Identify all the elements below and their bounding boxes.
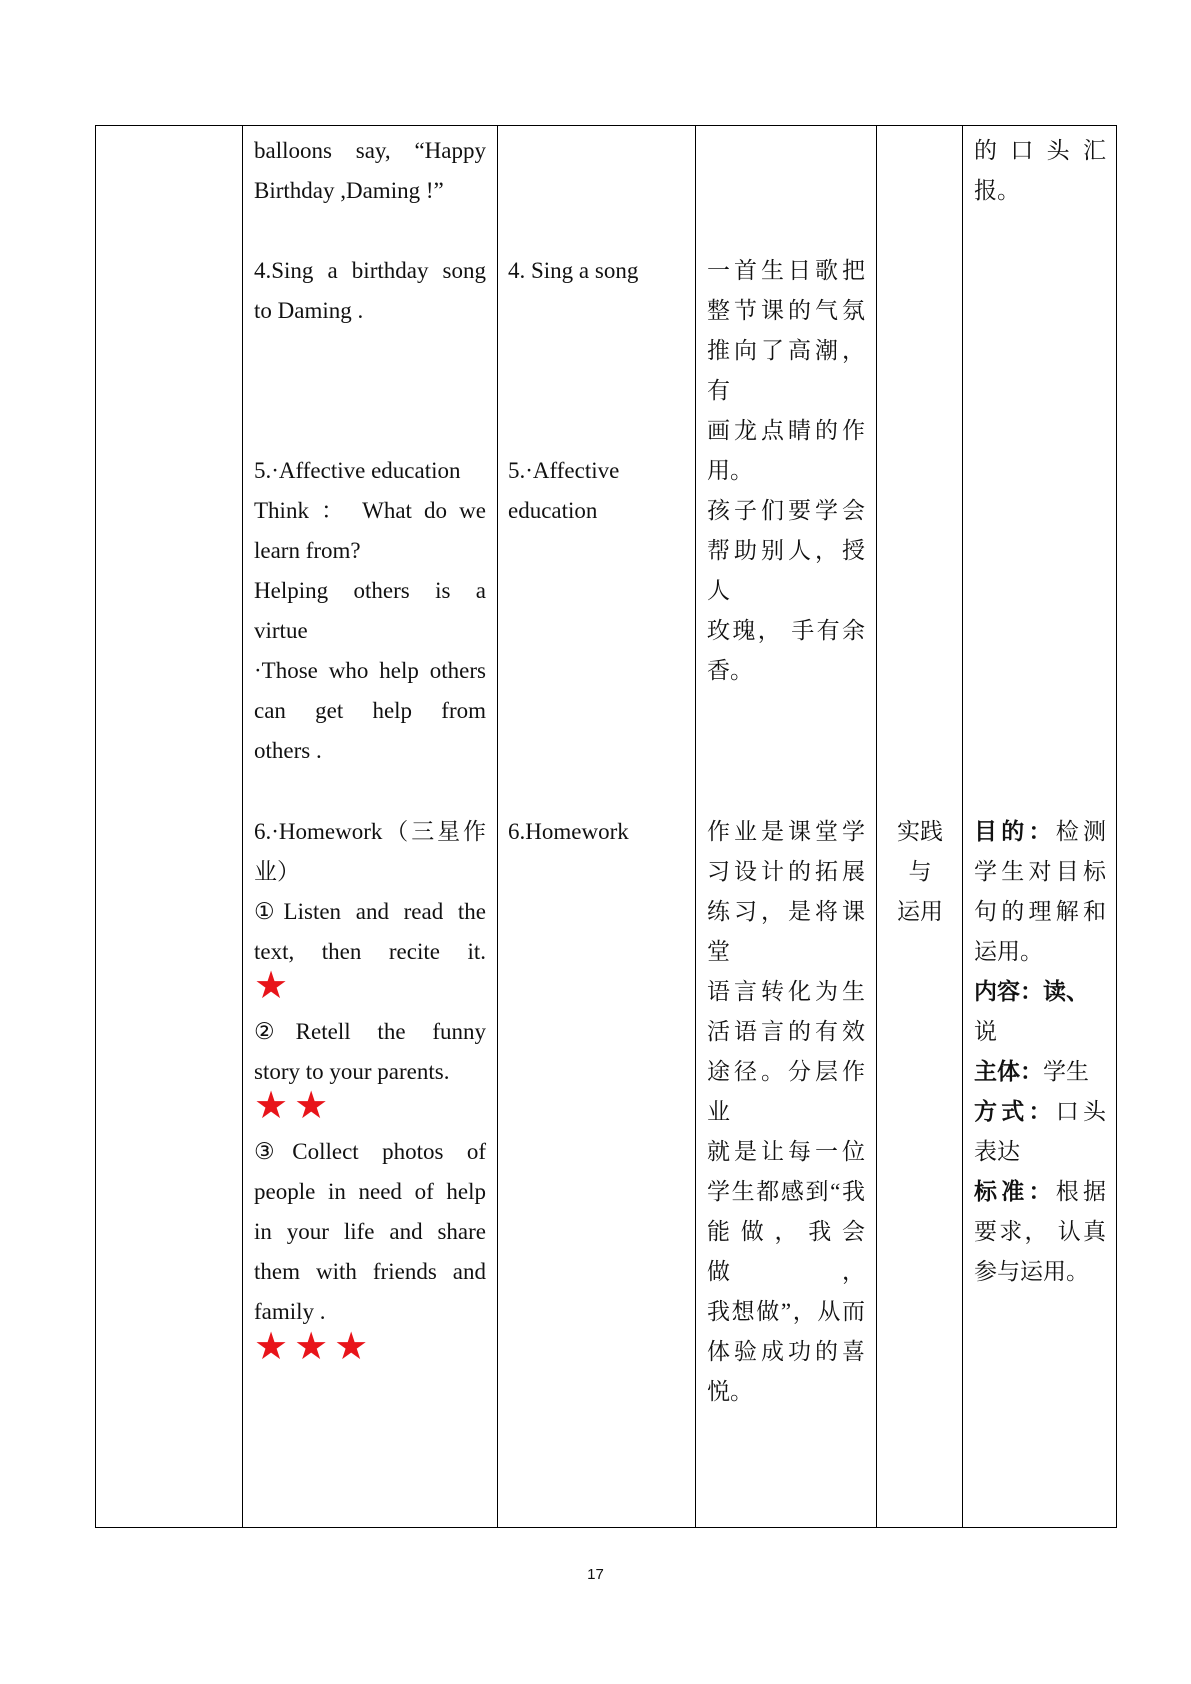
those-line-1: ·Those who help others [254,658,486,683]
homework-2-line-2: story to your parents. [254,1059,450,1084]
homework-1-line-2: text, then recite it. [254,939,486,964]
intent-hw-line-7: 就是让每一位 [707,1139,865,1164]
standard-line-3: 参与运用。 [974,1259,1089,1284]
homework-item-1 [254,892,486,972]
homework-line-1: 6.·Homework（三星作 [254,819,486,844]
phase-line-1: 实践 [897,819,943,844]
intent-song-line-4: 画龙点睛的作 [707,418,865,443]
intent-hw-line-8: 学生都感到“我 [707,1179,865,1204]
sing-line-2: to Daming . [254,298,364,323]
helping-line-1: Helping others is a [254,578,486,603]
those-line-2: can get help from [254,698,486,723]
intent-hw-line-2: 习设计的拓展 [707,859,865,884]
intent-hw-line-4: 语言转化为生 [707,979,865,1004]
homework-1-line-1: ①Listen and read the [254,899,486,924]
intent-hw-line-9: 能做，我会做， [707,1219,865,1284]
purpose-line-4: 运用。 [974,939,1043,964]
intent-help-line-1: 孩子们要学会 [707,498,865,523]
standard-value: 根据 [1055,1179,1106,1204]
intent-hw-line-6: 途径。分层作业 [707,1059,865,1124]
stage-affective-line-1: 5.·Affective [508,458,620,483]
three-star-rating: ★★★ [254,1324,375,1368]
col-border-3 [695,125,696,1528]
helping-line-2: virtue [254,618,308,643]
assessment-top-line-1: 的 口 头 汇 [974,138,1106,163]
homework-3-line-3: in your life and share [254,1219,486,1244]
homework-3-line-4: them with friends and [254,1259,486,1284]
homework-title [254,812,486,892]
intent-homework [707,812,865,1412]
balloons-text [254,131,486,211]
sing-activity [254,251,486,331]
intent-hw-line-5: 活语言的有效 [707,1019,865,1044]
col-border-1 [242,125,243,1528]
homework-3-line-2: people in need of help [254,1179,486,1204]
purpose-label: 目的： [974,819,1056,844]
intent-hw-line-3: 练习，是将课堂 [707,899,865,964]
standard-label: 标准： [974,1179,1056,1204]
method-value: 口头 [1055,1099,1106,1124]
homework-2-line-1: ②Retell the funny [254,1019,486,1044]
intent-hw-line-1: 作业是课堂学 [707,819,865,844]
method-line [974,1092,1106,1132]
intent-help-line-3: 玫瑰， 手有余 [707,618,865,643]
subject-label: 主体： [974,1059,1043,1084]
intent-song-line-3: 推向了高潮，有 [707,338,865,403]
subject-value: 学生 [1043,1059,1089,1084]
intent-song [707,251,865,491]
homework-line-2: 业） [254,859,300,884]
homework-item-2 [254,1012,486,1092]
col-border-5 [962,125,963,1528]
intent-help-line-4: 香。 [707,658,753,683]
table-top-border [95,125,1117,126]
those-line-3: others . [254,738,322,763]
balloons-line-2: Birthday ,Daming !” [254,178,444,203]
sing-line-1: 4.Sing a birthday song [254,258,486,283]
affective-title: 5.·Affective education [254,458,461,483]
method-line-2: 表达 [974,1139,1020,1164]
intent-song-line-2: 整节课的气氛 [707,298,865,323]
intent-song-line-5: 用。 [707,458,753,483]
stage-sing: 4. Sing a song [508,258,639,283]
col-border-2 [497,125,498,1528]
homework-item-3 [254,1132,486,1332]
intent-hw-line-10: 我想做”，从而 [707,1299,865,1324]
phase-practice-apply [888,812,952,932]
method-label: 方式： [974,1099,1056,1124]
phase-line-2: 与 [908,859,932,884]
phase-line-3: 运用 [897,899,943,924]
intent-hw-line-12: 悦。 [707,1379,753,1404]
page-number: 17 [587,1566,604,1583]
homework-3-line-1: ③Collect photos of [254,1139,486,1164]
col-border-4 [876,125,877,1528]
homework-3-line-5: family . [254,1299,326,1324]
standard-line [974,1172,1106,1212]
intent-hw-line-11: 体验成功的喜 [707,1339,865,1364]
standard-line-2: 要求， 认真 [974,1219,1106,1244]
affective-activity [254,451,486,771]
stage-homework: 6.Homework [508,819,629,844]
balloons-line-1: balloons say, “Happy [254,138,486,163]
col-border-6 [1116,125,1117,1528]
purpose-line-2: 学生对目标 [974,859,1106,884]
assessment-top [974,131,1106,211]
purpose-line-1 [974,812,1106,852]
stage-affective-line-2: education [508,498,598,523]
content-label: 内容：读、 [974,979,1089,1004]
table-bottom-border [95,1527,1117,1528]
assessment-homework [974,812,1106,1292]
two-star-rating: ★★ [254,1083,335,1127]
stage-affective [508,451,688,531]
purpose-value: 检测 [1055,819,1106,844]
content-line-2: 说 [974,1019,997,1044]
think-line-2: learn from? [254,538,361,563]
think-line-1: Think ： What do we [254,498,486,523]
one-star-rating: ★ [254,963,295,1007]
subject-line [974,1052,1106,1092]
intent-help [707,491,865,691]
intent-song-line-1: 一首生日歌把 [707,258,865,283]
assessment-top-line-2: 报。 [974,178,1020,203]
intent-help-line-2: 帮助别人，授人 [707,538,865,603]
col-border-0 [95,125,96,1528]
purpose-line-3: 句的理解和 [974,899,1106,924]
